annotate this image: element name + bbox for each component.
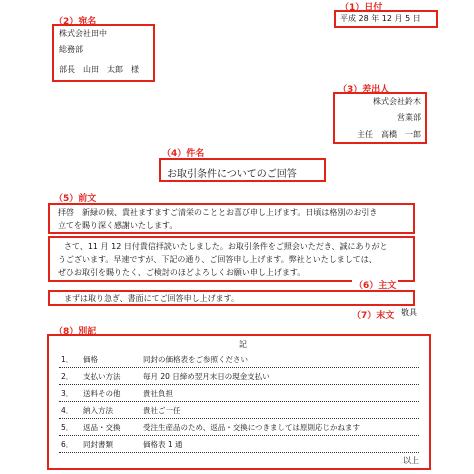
subject-text: お取引条件についてのご回答 [167, 169, 297, 180]
annex-item-no: 3． [61, 389, 74, 398]
annex-item-label: 納入方法 [83, 406, 113, 415]
recipient-company: 株式会社田中 [59, 29, 107, 38]
sender-label: （3）差出人 [338, 85, 390, 95]
annex-divider [59, 367, 419, 368]
annex-item-value: 貴社ご一任 [143, 406, 181, 415]
sender-department: 営業部 [397, 113, 421, 122]
annex-item-label: 返品・交換 [83, 423, 121, 432]
annex-item [61, 388, 173, 399]
sender-box [333, 92, 427, 144]
recipient-box [52, 24, 155, 82]
date-text: 平成 28 年 12 月 5 日 [340, 14, 421, 23]
annex-box [47, 334, 431, 470]
annex-item-value: 受注生産品のため、返品・交換につきましては原則応じかねます [143, 423, 361, 432]
annex-item-no: 4． [61, 406, 74, 415]
annex-divider [59, 401, 419, 402]
annex-item-value: 貴社負担 [143, 389, 173, 398]
date-label: （1）日付 [340, 3, 383, 13]
annex-item-label: 支払い方法 [83, 372, 121, 381]
annex-item-value: 同封の価格表をご参照ください [143, 355, 248, 364]
annex-item-value: 毎月 20 日締め翌月末日の現金支払い [143, 372, 270, 381]
main-line-2: うございます。早速ですが、下記の通り、ご回答申し上げます。弊社といたしましては、 [58, 255, 377, 264]
annex-item [61, 405, 181, 416]
preamble-line-2: 立てを賜り深く感謝いたします。 [58, 221, 178, 230]
preamble-line-1: 拝啓 新緑の候、貴社ますますご清栄のこととお喜び申し上げます。日頃は格別のお引き [58, 208, 378, 217]
annex-divider [59, 418, 419, 419]
annex-item-label: 同封書類 [83, 440, 113, 449]
annex-item-label: 送料その他 [83, 389, 121, 398]
annex-item [61, 371, 270, 382]
main-box [48, 236, 415, 282]
annex-item-value: 価格表 1 通 [143, 440, 183, 449]
annex-item-no: 1． [61, 355, 74, 364]
annex-heading: 記 [239, 340, 247, 349]
main-line-1: さて、11 月 12 日付貴信拝読いたしました。お取引条件をご照会いただき、誠にありがと [64, 242, 388, 251]
recipient-person: 部長 山田 太郎 様 [59, 65, 139, 74]
closing-word: 敬具 [401, 308, 417, 317]
closing-label: （7）末文 [352, 311, 395, 321]
preamble-label: （5）前文 [54, 194, 97, 204]
annex-item [61, 354, 248, 365]
annex-end: 以上 [403, 456, 419, 465]
annex-divider [59, 435, 419, 436]
subject-box [159, 158, 326, 182]
main-line-3: ぜひお取引を賜りたく、ご検討のほどよろしくお願い申し上げます。 [58, 268, 306, 277]
annex-item [61, 439, 183, 450]
annex-item-label: 価格 [83, 355, 98, 364]
annex-item-no: 6． [61, 440, 74, 449]
main-label: （6）主文 [352, 278, 398, 291]
subject-label: （4）件名 [162, 149, 205, 159]
recipient-department: 総務部 [59, 45, 83, 54]
annex-item-no: 2． [61, 372, 74, 381]
annex-label: （8）別記 [54, 327, 97, 337]
recipient-label: （2）宛名 [54, 17, 97, 27]
sender-person: 主任 高橋 一郎 [357, 130, 421, 139]
annex-item-no: 5． [61, 423, 74, 432]
annex-item [61, 422, 360, 433]
preamble-box [48, 203, 415, 234]
annex-divider [59, 452, 419, 453]
closing-line: まずは取り急ぎ、書面にてご回答申し上げます。 [64, 294, 240, 303]
sender-company: 株式会社鈴木 [373, 97, 421, 106]
date-box [334, 10, 438, 28]
annex-divider [59, 384, 419, 385]
closing-box [48, 290, 415, 306]
